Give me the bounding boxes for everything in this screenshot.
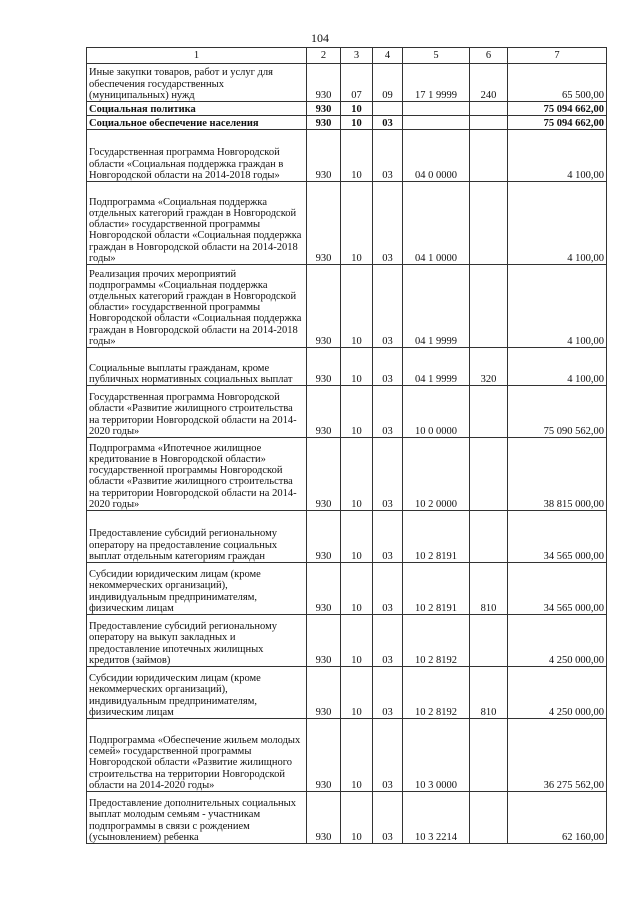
- subsection-code-cell: 03: [373, 265, 403, 348]
- row-name-cell: Социальные выплаты гражданам, кроме публичных нормативных социальных выплат: [87, 348, 307, 386]
- expense-type-cell: [470, 386, 508, 438]
- target-article-cell: 10 2 0000: [403, 438, 470, 511]
- ministry-code-cell: 930: [307, 563, 341, 615]
- subsection-code-cell: 03: [373, 438, 403, 511]
- header-cell: 5: [403, 48, 470, 64]
- ministry-code-cell: 930: [307, 130, 341, 182]
- table-row: [87, 438, 607, 511]
- row-name-cell: Предоставление субсидий региональному оператору на предоставление социальных выплат отдельным категориям граждан: [87, 511, 307, 563]
- amount-cell: 75 090 562,00: [508, 386, 607, 438]
- expense-type-cell: [470, 130, 508, 182]
- row-name-cell: Субсидии юридическим лицам (кроме некоммерческих организаций), индивидуальным предпринимателям, физическим лицам: [87, 667, 307, 719]
- table-row: [87, 348, 607, 386]
- section-code-cell: 10: [341, 615, 373, 667]
- header-cell: 3: [341, 48, 373, 64]
- target-article-cell: 17 1 9999: [403, 64, 470, 102]
- amount-cell: 34 565 000,00: [508, 563, 607, 615]
- expense-type-cell: [470, 615, 508, 667]
- header-cell: 4: [373, 48, 403, 64]
- expense-type-cell: 810: [470, 667, 508, 719]
- section-code-cell: 10: [341, 102, 373, 116]
- amount-cell: 4 100,00: [508, 265, 607, 348]
- target-article-cell: [403, 116, 470, 130]
- row-name-cell: Государственная программа Новгородской области «Социальная поддержка граждан в Новгородской области на 2014-2018 годы»: [87, 130, 307, 182]
- section-code-cell: 10: [341, 386, 373, 438]
- subsection-code-cell: 03: [373, 386, 403, 438]
- row-name-cell: Социальное обеспечение населения: [87, 116, 307, 130]
- amount-cell: 4 100,00: [508, 130, 607, 182]
- row-name-cell: Государственная программа Новгородской области «Развитие жилищного строительства на территории Новгородской области на 2014-2020 годы»: [87, 386, 307, 438]
- section-code-cell: 10: [341, 182, 373, 265]
- section-code-cell: 10: [341, 667, 373, 719]
- expense-type-cell: [470, 265, 508, 348]
- target-article-cell: 10 2 8191: [403, 563, 470, 615]
- target-article-cell: 04 1 9999: [403, 265, 470, 348]
- section-code-cell: 10: [341, 116, 373, 130]
- ministry-code-cell: 930: [307, 511, 341, 563]
- table-row: [87, 182, 607, 265]
- expense-type-cell: [470, 792, 508, 844]
- ministry-code-cell: 930: [307, 64, 341, 102]
- expense-type-cell: 810: [470, 563, 508, 615]
- expense-type-cell: 240: [470, 64, 508, 102]
- row-name-cell: Подпрограмма «Социальная поддержка отдельных категорий граждан в Новгородской области» государственной программы Новгородской области «Социальная поддержка граждан в Новгородской области на 2014-2018 годы»: [87, 182, 307, 265]
- amount-cell: 4 250 000,00: [508, 615, 607, 667]
- amount-cell: 65 500,00: [508, 64, 607, 102]
- target-article-cell: 10 2 8192: [403, 667, 470, 719]
- target-article-cell: 10 3 0000: [403, 719, 470, 792]
- amount-cell: 62 160,00: [508, 792, 607, 844]
- ministry-code-cell: 930: [307, 615, 341, 667]
- subsection-code-cell: 03: [373, 348, 403, 386]
- target-article-cell: 10 3 2214: [403, 792, 470, 844]
- ministry-code-cell: 930: [307, 265, 341, 348]
- table-row: [87, 719, 607, 792]
- target-article-cell: 10 2 8192: [403, 615, 470, 667]
- ministry-code-cell: 930: [307, 792, 341, 844]
- subsection-code-cell: [373, 102, 403, 116]
- ministry-code-cell: 930: [307, 719, 341, 792]
- section-code-cell: 10: [341, 130, 373, 182]
- expense-type-cell: [470, 102, 508, 116]
- amount-cell: 36 275 562,00: [508, 719, 607, 792]
- subsection-code-cell: 03: [373, 792, 403, 844]
- ministry-code-cell: 930: [307, 667, 341, 719]
- table-row: [87, 130, 607, 182]
- table-row: [87, 792, 607, 844]
- section-code-cell: 10: [341, 265, 373, 348]
- header-cell: 6: [470, 48, 508, 64]
- subsection-code-cell: 03: [373, 511, 403, 563]
- ministry-code-cell: 930: [307, 116, 341, 130]
- section-code-cell: 10: [341, 348, 373, 386]
- target-article-cell: [403, 102, 470, 116]
- expense-type-cell: 320: [470, 348, 508, 386]
- row-name-cell: Субсидии юридическим лицам (кроме некоммерческих организаций), индивидуальным предпринимателям, физическим лицам: [87, 563, 307, 615]
- amount-cell: 4 100,00: [508, 348, 607, 386]
- ministry-code-cell: 930: [307, 386, 341, 438]
- row-name-cell: Реализация прочих мероприятий подпрограммы «Социальная поддержка отдельных категорий граждан в Новгородской области» государственной программы Новгородской области «Социальная поддержка граждан в Новгородской области на 2014-2018 годы»: [87, 265, 307, 348]
- amount-cell: 4 250 000,00: [508, 667, 607, 719]
- expense-type-cell: [470, 719, 508, 792]
- table-row: [87, 511, 607, 563]
- subsection-code-cell: 03: [373, 719, 403, 792]
- target-article-cell: 04 0 0000: [403, 130, 470, 182]
- section-code-cell: 10: [341, 511, 373, 563]
- page-number: 104: [311, 31, 329, 45]
- expense-type-cell: [470, 182, 508, 265]
- table-row: [87, 102, 607, 116]
- expense-type-cell: [470, 511, 508, 563]
- ministry-code-cell: 930: [307, 438, 341, 511]
- header-row: [87, 48, 607, 64]
- target-article-cell: 10 0 0000: [403, 386, 470, 438]
- row-name-cell: Подпрограмма «Ипотечное жилищное кредитование в Новгородской области» государственной программы Новгородской области «Развитие жилищного строительства на территории Новгородской области на 2014-2020 годы»: [87, 438, 307, 511]
- subsection-code-cell: 03: [373, 116, 403, 130]
- row-name-cell: Социальная политика: [87, 102, 307, 116]
- section-code-cell: 10: [341, 719, 373, 792]
- target-article-cell: 10 2 8191: [403, 511, 470, 563]
- expense-type-cell: [470, 438, 508, 511]
- budget-table: [86, 47, 607, 844]
- header-cell: 7: [508, 48, 607, 64]
- subsection-code-cell: 03: [373, 130, 403, 182]
- section-code-cell: 10: [341, 563, 373, 615]
- row-name-cell: Предоставление дополнительных социальных выплат молодым семьям - участникам подпрограммы в связи с рождением (усыновлением) ребенка: [87, 792, 307, 844]
- ministry-code-cell: 930: [307, 348, 341, 386]
- header-cell: 2: [307, 48, 341, 64]
- header-cell: 1: [87, 48, 307, 64]
- amount-cell: 34 565 000,00: [508, 511, 607, 563]
- target-article-cell: 04 1 9999: [403, 348, 470, 386]
- section-code-cell: 07: [341, 64, 373, 102]
- subsection-code-cell: 03: [373, 182, 403, 265]
- subsection-code-cell: 03: [373, 667, 403, 719]
- subsection-code-cell: 03: [373, 563, 403, 615]
- amount-cell: 4 100,00: [508, 182, 607, 265]
- table-row: [87, 563, 607, 615]
- section-code-cell: 10: [341, 792, 373, 844]
- table-row: [87, 615, 607, 667]
- table-row: [87, 386, 607, 438]
- row-name-cell: Подпрограмма «Обеспечение жильем молодых семей» государственной программы Новгородской области «Развитие жилищного строительства на территории Новгородской области на 2014-2020 годы»: [87, 719, 307, 792]
- target-article-cell: 04 1 0000: [403, 182, 470, 265]
- amount-cell: 38 815 000,00: [508, 438, 607, 511]
- table-row: [87, 64, 607, 102]
- row-name-cell: Иные закупки товаров, работ и услуг для обеспечения государственных (муниципальных) нужд: [87, 64, 307, 102]
- row-name-cell: Предоставление субсидий региональному оператору на выкуп закладных и предоставление ипотечных жилищных кредитов (займов): [87, 615, 307, 667]
- amount-cell: 75 094 662,00: [508, 102, 607, 116]
- table-row: [87, 667, 607, 719]
- subsection-code-cell: 03: [373, 615, 403, 667]
- ministry-code-cell: 930: [307, 102, 341, 116]
- amount-cell: 75 094 662,00: [508, 116, 607, 130]
- ministry-code-cell: 930: [307, 182, 341, 265]
- expense-type-cell: [470, 116, 508, 130]
- table-row: [87, 116, 607, 130]
- section-code-cell: 10: [341, 438, 373, 511]
- table-row: [87, 265, 607, 348]
- subsection-code-cell: 09: [373, 64, 403, 102]
